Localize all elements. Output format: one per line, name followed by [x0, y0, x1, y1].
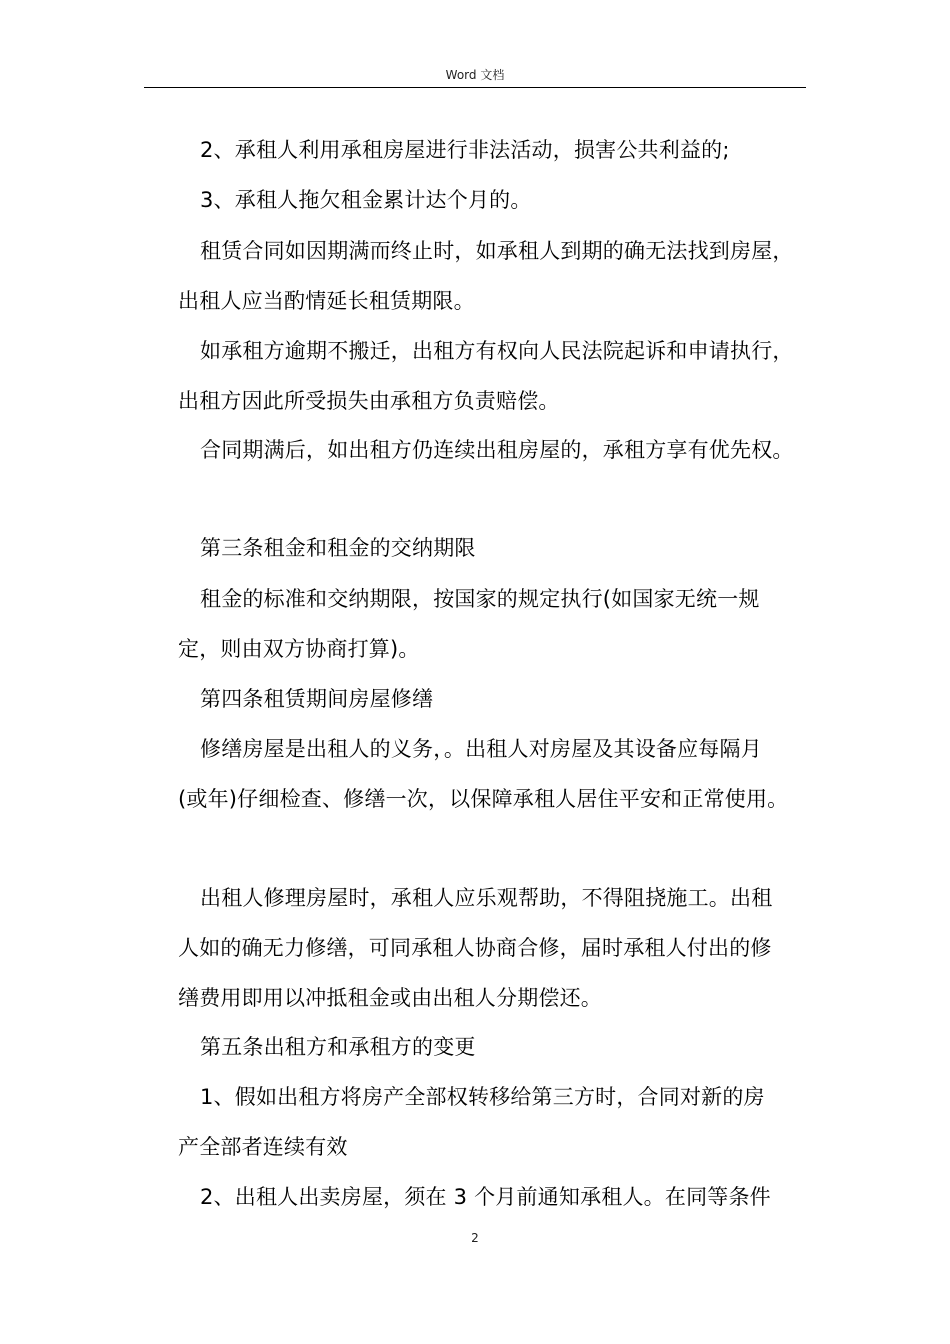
paragraph-line: 缮费用即用以冲抵租金或由出租人分期偿还。	[178, 986, 602, 1010]
paragraph-line: 2、承租人利用承租房屋进行非法活动，损害公共利益的;	[200, 138, 730, 162]
paragraph-line: 出租人应当酌情延长租赁期限。	[178, 289, 475, 313]
paragraph-line: 3、承租人拖欠租金累计达个月的。	[200, 188, 532, 212]
paragraph-line: 合同期满后，如出租方仍连续出租房屋的，承租方享有优先权。	[200, 438, 794, 462]
page-number: 2	[471, 1231, 479, 1245]
paragraph-line: 1、假如出租方将房产全部权转移给第三方时，合同对新的房	[200, 1085, 765, 1109]
page-footer	[0, 1230, 950, 1246]
paragraph-line: 如承租方逾期不搬迁，出租方有权向人民法院起诉和申请执行，	[200, 339, 794, 363]
paragraph-line: 2、出租人出卖房屋，须在 3 个月前通知承租人。在同等条件	[200, 1185, 771, 1209]
paragraph-line: 租金的标准和交纳期限，按国家的规定执行(如国家无统一规	[200, 587, 760, 611]
paragraph-line: 出租方因此所受损失由承租方负责赔偿。	[178, 389, 560, 413]
section-heading: 第五条出租方和承租方的变更	[200, 1035, 476, 1059]
paragraph-line: 产全部者连续有效	[178, 1135, 348, 1159]
paragraph-line: 租赁合同如因期满而终止时，如承租人到期的确无法找到房屋，	[200, 239, 794, 263]
section-heading: 第三条租金和租金的交纳期限	[200, 536, 476, 560]
header-title: Word 文档	[445, 68, 505, 82]
paragraph-line: 人如的确无力修缮，可同承租人协商合修，届时承租人付出的修	[178, 936, 772, 960]
section-heading: 第四条租赁期间房屋修缮	[200, 687, 434, 711]
paragraph-line: 修缮房屋是出租人的义务，。出租人对房屋及其设备应每隔月	[200, 737, 762, 761]
paragraph-line: (或年)仔细检查、修缮一次，以保障承租人居住平安和正常使用。	[178, 787, 789, 811]
paragraph-line: 出租人修理房屋时，承租人应乐观帮助，不得阻挠施工。出租	[200, 886, 773, 910]
paragraph-line: 定，则由双方协商打算)。	[178, 637, 420, 661]
